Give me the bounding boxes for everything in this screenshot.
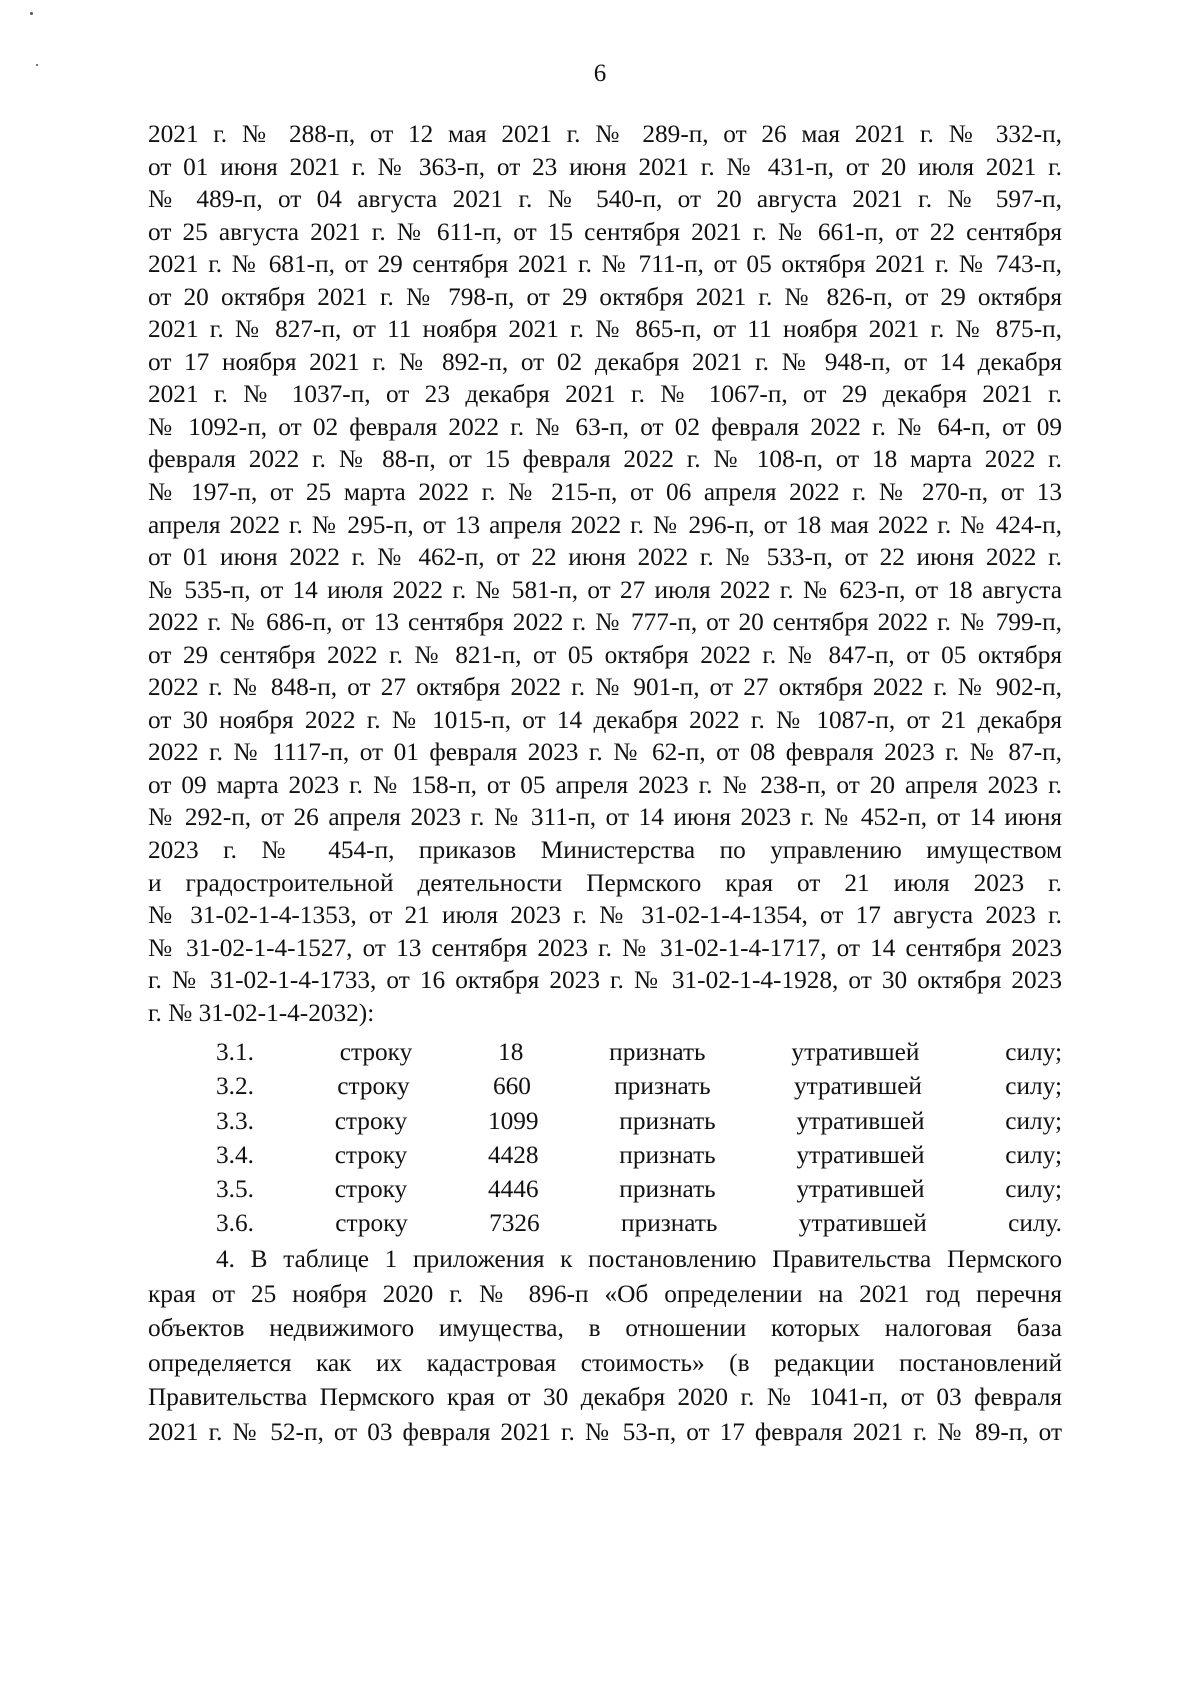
text-line: 2021 г. № 52-п, от 03 февраля 2021 г. № 53-п, от 17 февраля 2021 г. № 89-п, от xyxy=(148,1417,1062,1446)
text-line: 2021 г. № 1037-п, от 23 декабря 2021 г. № 1067-п, от 29 декабря 2021 г. xyxy=(148,380,1062,409)
text-line: от 01 июня 2022 г. № 462-п, от 22 июня 2022 г. № 533-п, от 22 июня 2022 г. xyxy=(148,543,1062,572)
list-item: 3.6. строку 7326 признать утратившей силу. xyxy=(216,1209,1062,1238)
text-line: № 535-п, от 14 июля 2022 г. № 581-п, от 27 июля 2022 г. № 623-п, от 18 августа xyxy=(148,575,1062,604)
text-line: № 197-п, от 25 марта 2022 г. № 215-п, от 06 апреля 2022 г. № 270-п, от 13 xyxy=(148,478,1062,507)
text-line: № 1092-п, от 02 февраля 2022 г. № 63-п, от 02 февраля 2022 г. № 64-п, от 09 xyxy=(148,412,1062,441)
text-line: № 292-п, от 26 апреля 2023 г. № 311-п, от 14 июня 2023 г. № 452-п, от 14 июня xyxy=(148,803,1062,832)
page-number: 6 xyxy=(593,60,607,87)
text-line: 2021 г. № 288-п, от 12 мая 2021 г. № 289-п, от 26 мая 2021 г. № 332-п, xyxy=(148,120,1062,148)
list-item: 3.3. строку 1099 признать утратившей силу; xyxy=(216,1106,1062,1135)
text-line: г. № 31-02-1-4-1733, от 16 октября 2023 г. № 31-02-1-4-1928, от 30 октября 2023 xyxy=(148,966,1062,995)
text-line: Правительства Пермского края от 30 декабря 2020 г. № 1041-п, от 03 февраля xyxy=(148,1383,1062,1412)
text-line: 2022 г. № 1117-п, от 01 февраля 2023 г. № 62-п, от 08 февраля 2023 г. № 87-п, xyxy=(148,738,1062,767)
text-line: края от 25 ноября 2020 г. № 896-п «Об определении на 2021 год перечня xyxy=(148,1279,1062,1308)
text-line: от 25 августа 2021 г. № 611-п, от 15 сентября 2021 г. № 661-п, от 22 сентября xyxy=(148,217,1062,246)
items-list xyxy=(148,1035,1062,1241)
text-line: 2022 г. № 848-п, от 27 октября 2022 г. № 901-п, от 27 октября 2022 г. № 902-п, xyxy=(148,673,1062,702)
text-line: № 31-02-1-4-1527, от 13 сентября 2023 г. № 31-02-1-4-1717, от 14 сентября 2023 xyxy=(148,933,1062,962)
text-line: определяется как их кадастровая стоимость» (в редакции постановлений xyxy=(148,1348,1062,1377)
list-item: 3.4. строку 4428 признать утратившей силу; xyxy=(216,1140,1062,1169)
text-line: от 09 марта 2023 г. № 158-п, от 05 апреля 2023 г. № 238-п, от 20 апреля 2023 г. xyxy=(148,770,1062,799)
text-line: г. № 31-02-1-4-2032): xyxy=(148,998,375,1027)
text-line: 2022 г. № 686-п, от 13 сентября 2022 г. № 777-п, от 20 сентября 2022 г. № 799-п, xyxy=(148,608,1062,637)
text-line: № 489-п, от 04 августа 2021 г. № 540-п, от 20 августа 2021 г. № 597-п, xyxy=(148,185,1062,214)
list-item: 3.2. строку 660 признать утратившей силу; xyxy=(216,1072,1062,1101)
text-line: от 20 октября 2021 г. № 798-п, от 29 октября 2021 г. № 826-п, от 29 октября xyxy=(148,282,1062,311)
list-item: 3.1. строку 18 признать утратившей силу; xyxy=(216,1038,1062,1066)
text-line: от 01 июня 2021 г. № 363-п, от 23 июня 2021 г. № 431-п, от 20 июля 2021 г. xyxy=(148,152,1062,181)
text-line: от 30 ноября 2022 г. № 1015-п, от 14 декабря 2022 г. № 1087-п, от 21 декабря xyxy=(148,705,1062,734)
text-line: № 31-02-1-4-1353, от 21 июля 2023 г. № 31-02-1-4-1354, от 17 августа 2023 г. xyxy=(148,901,1062,930)
text-line: объектов недвижимого имущества, в отношении которых налоговая база xyxy=(148,1314,1062,1343)
text-line: 2023 г. № 454-п, приказов Министерства по управлению имуществом xyxy=(148,836,1062,865)
scan-speck xyxy=(30,12,33,15)
text-line: 2021 г. № 827-п, от 11 ноября 2021 г. № 865-п, от 11 ноября 2021 г. № 875-п, xyxy=(148,315,1062,344)
text-line: февраля 2022 г. № 88-п, от 15 февраля 2022 г. № 108-п, от 18 марта 2022 г. xyxy=(148,445,1062,474)
text-line: 4. В таблице 1 приложения к постановлению Правительства Пермского xyxy=(216,1245,1062,1273)
list-item: 3.5. строку 4446 признать утратившей силу; xyxy=(216,1175,1062,1204)
text-line: 2021 г. № 681-п, от 29 сентября 2021 г. № 711-п, от 05 октября 2021 г. № 743-п, xyxy=(148,250,1062,279)
text-line: апреля 2022 г. № 295-п, от 13 апреля 2022 г. № 296-п, от 18 мая 2022 г. № 424-п, xyxy=(148,510,1062,539)
text-line: и градостроительной деятельности Пермского края от 21 июля 2023 г. xyxy=(148,868,1062,897)
text-line: от 17 ноября 2021 г. № 892-п, от 02 декабря 2021 г. № 948-п, от 14 декабря xyxy=(148,347,1062,376)
text-line: от 29 сентября 2022 г. № 821-п, от 05 октября 2022 г. № 847-п, от 05 октября xyxy=(148,640,1062,669)
paragraph-continuation xyxy=(148,118,1062,1029)
paragraph-4 xyxy=(148,1242,1062,1450)
